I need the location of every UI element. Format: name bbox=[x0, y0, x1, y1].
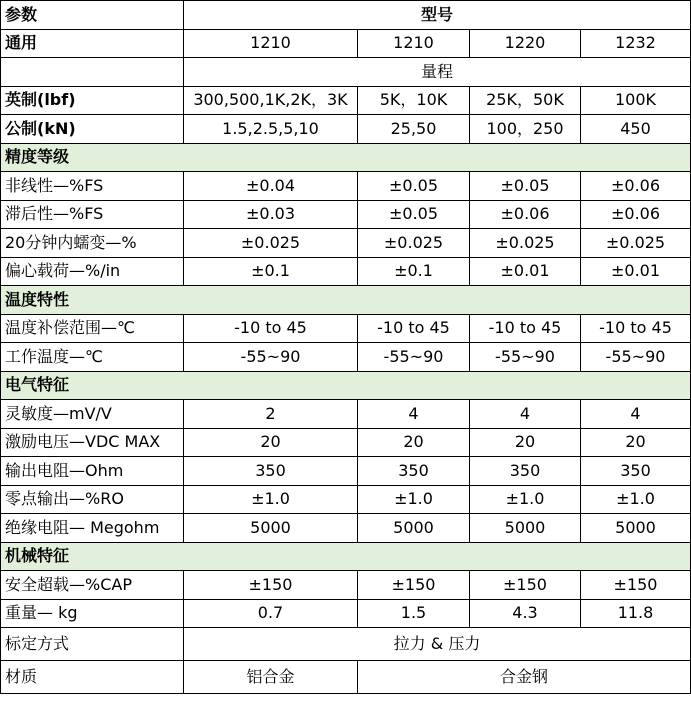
value-cell: 450 bbox=[581, 115, 691, 144]
value-cell: 20 bbox=[470, 428, 581, 457]
value-cell: 5000 bbox=[358, 514, 470, 543]
table-row bbox=[1, 514, 691, 543]
value-cell: ±0.03 bbox=[184, 200, 358, 229]
range-row bbox=[1, 58, 691, 87]
value-cell: 350 bbox=[358, 457, 470, 486]
table-row bbox=[1, 200, 691, 229]
value-cell: -55~90 bbox=[358, 343, 470, 372]
imperial-label: 英制(lbf) bbox=[1, 86, 184, 115]
material-value: 铝合金 bbox=[184, 661, 358, 694]
value-cell: -10 to 45 bbox=[184, 314, 358, 343]
row-label: 激励电压—VDC MAX bbox=[1, 428, 184, 457]
model-cell: 1210 bbox=[358, 29, 470, 58]
row-label: 20分钟内蠕变—% bbox=[1, 229, 184, 258]
value-cell: 20 bbox=[358, 428, 470, 457]
table-row bbox=[1, 599, 691, 628]
row-label: 滞后性—%FS bbox=[1, 200, 184, 229]
section-title: 温度特性 bbox=[1, 286, 691, 315]
value-cell: ±1.0 bbox=[184, 485, 358, 514]
value-cell: ±0.05 bbox=[358, 200, 470, 229]
value-cell: ±0.06 bbox=[470, 200, 581, 229]
value-cell: 100K bbox=[581, 86, 691, 115]
value-cell: ±0.05 bbox=[470, 172, 581, 201]
value-cell: 1.5,2.5,5,10 bbox=[184, 115, 358, 144]
value-cell: -10 to 45 bbox=[358, 314, 470, 343]
row-label: 非线性—%FS bbox=[1, 172, 184, 201]
value-cell: 350 bbox=[184, 457, 358, 486]
table-row bbox=[1, 172, 691, 201]
row-label: 灵敏度—mV/V bbox=[1, 400, 184, 429]
section-accuracy bbox=[1, 143, 691, 172]
table-row bbox=[1, 457, 691, 486]
section-electrical bbox=[1, 371, 691, 400]
row-label: 材质 bbox=[1, 661, 184, 694]
value-cell: ±1.0 bbox=[358, 485, 470, 514]
row-label: 安全超载—%CAP bbox=[1, 571, 184, 600]
value-cell: -10 to 45 bbox=[581, 314, 691, 343]
model-header: 型号 bbox=[184, 1, 691, 30]
value-cell: ±1.0 bbox=[470, 485, 581, 514]
table-row bbox=[1, 400, 691, 429]
row-label: 偏心载荷—%/in bbox=[1, 257, 184, 286]
model-cell: 1210 bbox=[184, 29, 358, 58]
value-cell: ±0.025 bbox=[184, 229, 358, 258]
value-cell: 5000 bbox=[470, 514, 581, 543]
value-cell: 5K，10K bbox=[358, 86, 470, 115]
table-row bbox=[1, 428, 691, 457]
section-title: 精度等级 bbox=[1, 143, 691, 172]
section-temperature bbox=[1, 286, 691, 315]
general-label: 通用 bbox=[1, 29, 184, 58]
value-cell: ±0.04 bbox=[184, 172, 358, 201]
table-row bbox=[1, 343, 691, 372]
value-cell: ±0.025 bbox=[581, 229, 691, 258]
material-value: 合金钢 bbox=[358, 661, 691, 694]
value-cell: 350 bbox=[581, 457, 691, 486]
table-row bbox=[1, 314, 691, 343]
param-header: 参数 bbox=[1, 1, 184, 30]
value-cell: -55~90 bbox=[581, 343, 691, 372]
value-cell: ±0.1 bbox=[358, 257, 470, 286]
material-row bbox=[1, 661, 691, 694]
section-title: 机械特征 bbox=[1, 542, 691, 571]
empty-cell bbox=[1, 58, 184, 87]
value-cell: -55~90 bbox=[470, 343, 581, 372]
value-cell: 2 bbox=[184, 400, 358, 429]
imperial-row bbox=[1, 86, 691, 115]
value-cell: 100，250 bbox=[470, 115, 581, 144]
value-cell: ±150 bbox=[581, 571, 691, 600]
value-cell: 4 bbox=[470, 400, 581, 429]
section-mechanical bbox=[1, 542, 691, 571]
value-cell: ±0.025 bbox=[358, 229, 470, 258]
value-cell: 4.3 bbox=[470, 599, 581, 628]
value-cell: 350 bbox=[470, 457, 581, 486]
table-row bbox=[1, 229, 691, 258]
value-cell: 25K，50K bbox=[470, 86, 581, 115]
metric-label: 公制(kN) bbox=[1, 115, 184, 144]
calibration-row bbox=[1, 628, 691, 661]
value-cell: 1.5 bbox=[358, 599, 470, 628]
value-cell: ±0.01 bbox=[581, 257, 691, 286]
row-label: 输出电阻—Ohm bbox=[1, 457, 184, 486]
row-label: 绝缘电阻— Megohm bbox=[1, 514, 184, 543]
row-label: 标定方式 bbox=[1, 628, 184, 661]
table-row bbox=[1, 257, 691, 286]
value-cell: 4 bbox=[358, 400, 470, 429]
model-cell: 1220 bbox=[470, 29, 581, 58]
row-label: 温度补偿范围—℃ bbox=[1, 314, 184, 343]
value-cell: 4 bbox=[581, 400, 691, 429]
value-cell: ±150 bbox=[358, 571, 470, 600]
range-label: 量程 bbox=[184, 58, 691, 87]
value-cell: ±0.05 bbox=[358, 172, 470, 201]
table-row bbox=[1, 485, 691, 514]
row-label: 重量— kg bbox=[1, 599, 184, 628]
value-cell: ±150 bbox=[470, 571, 581, 600]
model-cell: 1232 bbox=[581, 29, 691, 58]
row-label: 工作温度—℃ bbox=[1, 343, 184, 372]
value-cell: 5000 bbox=[581, 514, 691, 543]
value-cell: ±0.025 bbox=[470, 229, 581, 258]
value-cell: ±0.1 bbox=[184, 257, 358, 286]
value-cell: 0.7 bbox=[184, 599, 358, 628]
value-cell: 25,50 bbox=[358, 115, 470, 144]
value-cell: ±150 bbox=[184, 571, 358, 600]
value-cell: 300,500,1K,2K，3K bbox=[184, 86, 358, 115]
value-cell: 5000 bbox=[184, 514, 358, 543]
value-cell: ±1.0 bbox=[581, 485, 691, 514]
value-cell: -10 to 45 bbox=[470, 314, 581, 343]
calibration-value: 拉力 & 压力 bbox=[184, 628, 691, 661]
value-cell: 11.8 bbox=[581, 599, 691, 628]
value-cell: ±0.06 bbox=[581, 172, 691, 201]
metric-row bbox=[1, 115, 691, 144]
value-cell: 20 bbox=[581, 428, 691, 457]
value-cell: ±0.06 bbox=[581, 200, 691, 229]
general-row bbox=[1, 29, 691, 58]
table-row bbox=[1, 571, 691, 600]
value-cell: 20 bbox=[184, 428, 358, 457]
section-title: 电气特征 bbox=[1, 371, 691, 400]
row-label: 零点输出—%RO bbox=[1, 485, 184, 514]
value-cell: -55~90 bbox=[184, 343, 358, 372]
value-cell: ±0.01 bbox=[470, 257, 581, 286]
header-row bbox=[1, 1, 691, 30]
